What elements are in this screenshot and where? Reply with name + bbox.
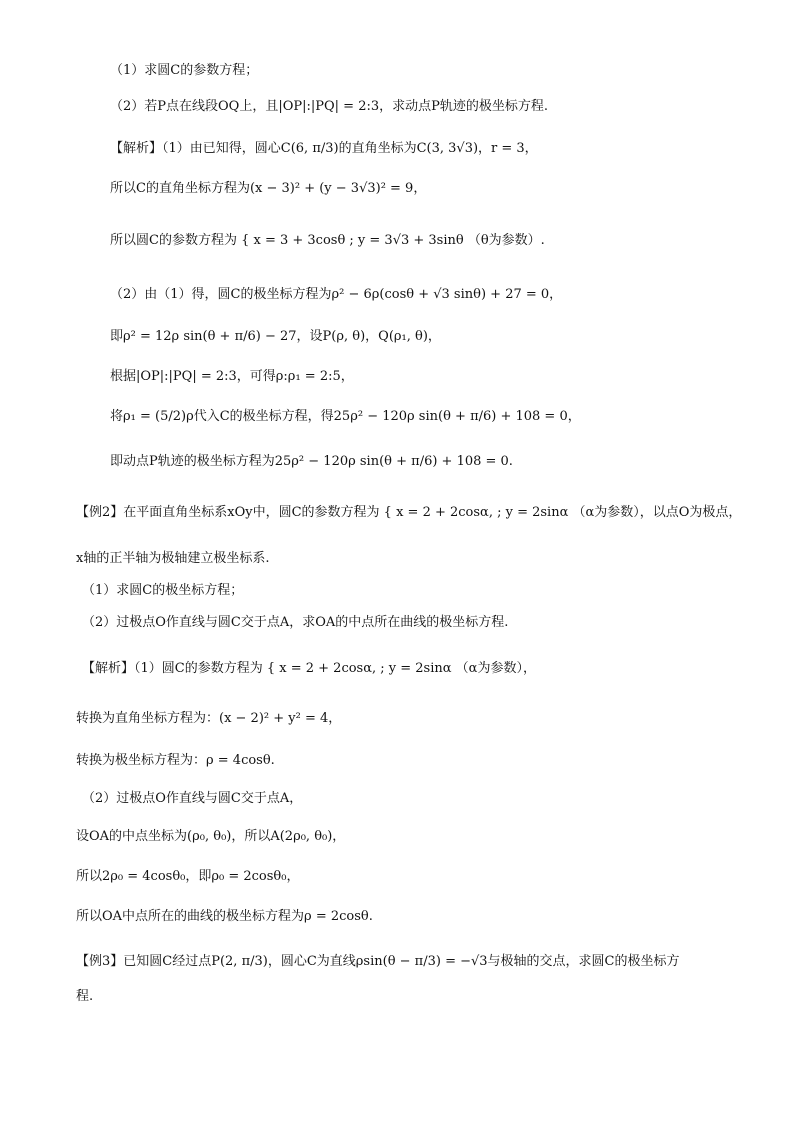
example-2-part-2: （2）过极点O作直线与圆C交于点A，求OA的中点所在曲线的极坐标方程. — [82, 615, 509, 630]
example-3-statement: 【例3】已知圆C经过点P(2, π/3)，圆心C为直线ρsin(θ − π/3) = −√3与极轴的交点，求圆C的极坐标方 — [76, 954, 680, 969]
solution-2-ratio: 根据|OP|:|PQ| = 2:3，可得ρ:ρ₁ = 2:5， — [110, 369, 354, 384]
question-part-2: （2）若P点在线段OQ上，且|OP|:|PQ| = 2:3，求动点P轨迹的极坐标方程. — [110, 99, 549, 114]
parametric-equation: 所以圆C的参数方程为 { x = 3 + 3cosθ ; y = 3√3 + 3sinθ （θ为参数）. — [110, 233, 545, 248]
example-2-solution-2: （2）过极点O作直线与圆C交于点A， — [82, 791, 303, 806]
example-2-cartesian: 转换为直角坐标方程为：(x − 2)² + y² = 4， — [76, 711, 342, 726]
cartesian-equation: 所以C的直角坐标方程为(x − 3)² + (y − 3√3)² = 9， — [110, 181, 427, 196]
example-2-part-1: （1）求圆C的极坐标方程； — [82, 583, 244, 598]
example-2-statement-cont: x轴的正半轴为极轴建立极坐标系. — [76, 551, 270, 566]
example-2-answer: 所以OA中点所在的曲线的极坐标方程为ρ = 2cosθ. — [76, 909, 373, 924]
solution-1-intro: 【解析】（1）由已知得，圆心C(6, π/3)的直角坐标为C(3, 3√3)，r = 3， — [110, 141, 538, 156]
example-2-statement: 【例2】在平面直角坐标系xOy中，圆C的参数方程为 { x = 2 + 2cosα, ; y = 2sinα （α为参数），以点O为极点， — [76, 505, 742, 520]
solution-2-answer: 即动点P轨迹的极坐标方程为25ρ² − 120ρ sin(θ + π/6) + 108 = 0. — [110, 454, 513, 469]
solution-2-polar: （2）由（1）得，圆C的极坐标方程为ρ² − 6ρ(cosθ + √3 sinθ) + 27 = 0， — [110, 287, 563, 302]
example-2-relation: 所以2ρ₀ = 4cosθ₀，即ρ₀ = 2cosθ₀， — [76, 869, 300, 884]
question-part-1: （1）求圆C的参数方程； — [110, 63, 259, 78]
solution-2-rewrite: 即ρ² = 12ρ sin(θ + π/6) − 27，设P(ρ, θ)，Q(ρ₁, θ)， — [110, 329, 441, 344]
example-2-solution-1: 【解析】（1）圆C的参数方程为 { x = 2 + 2cosα, ; y = 2sinα （α为参数）， — [82, 661, 536, 676]
example-2-polar: 转换为极坐标方程为：ρ = 4cosθ. — [76, 753, 275, 768]
solution-2-substitute: 将ρ₁ = (5/2)ρ代入C的极坐标方程，得25ρ² − 120ρ sin(θ + π/6) + 108 = 0， — [110, 409, 581, 424]
example-3-statement-cont: 程. — [76, 989, 94, 1004]
example-2-midpoint: 设OA的中点坐标为(ρ₀, θ₀)，所以A(2ρ₀, θ₀)， — [76, 829, 346, 844]
